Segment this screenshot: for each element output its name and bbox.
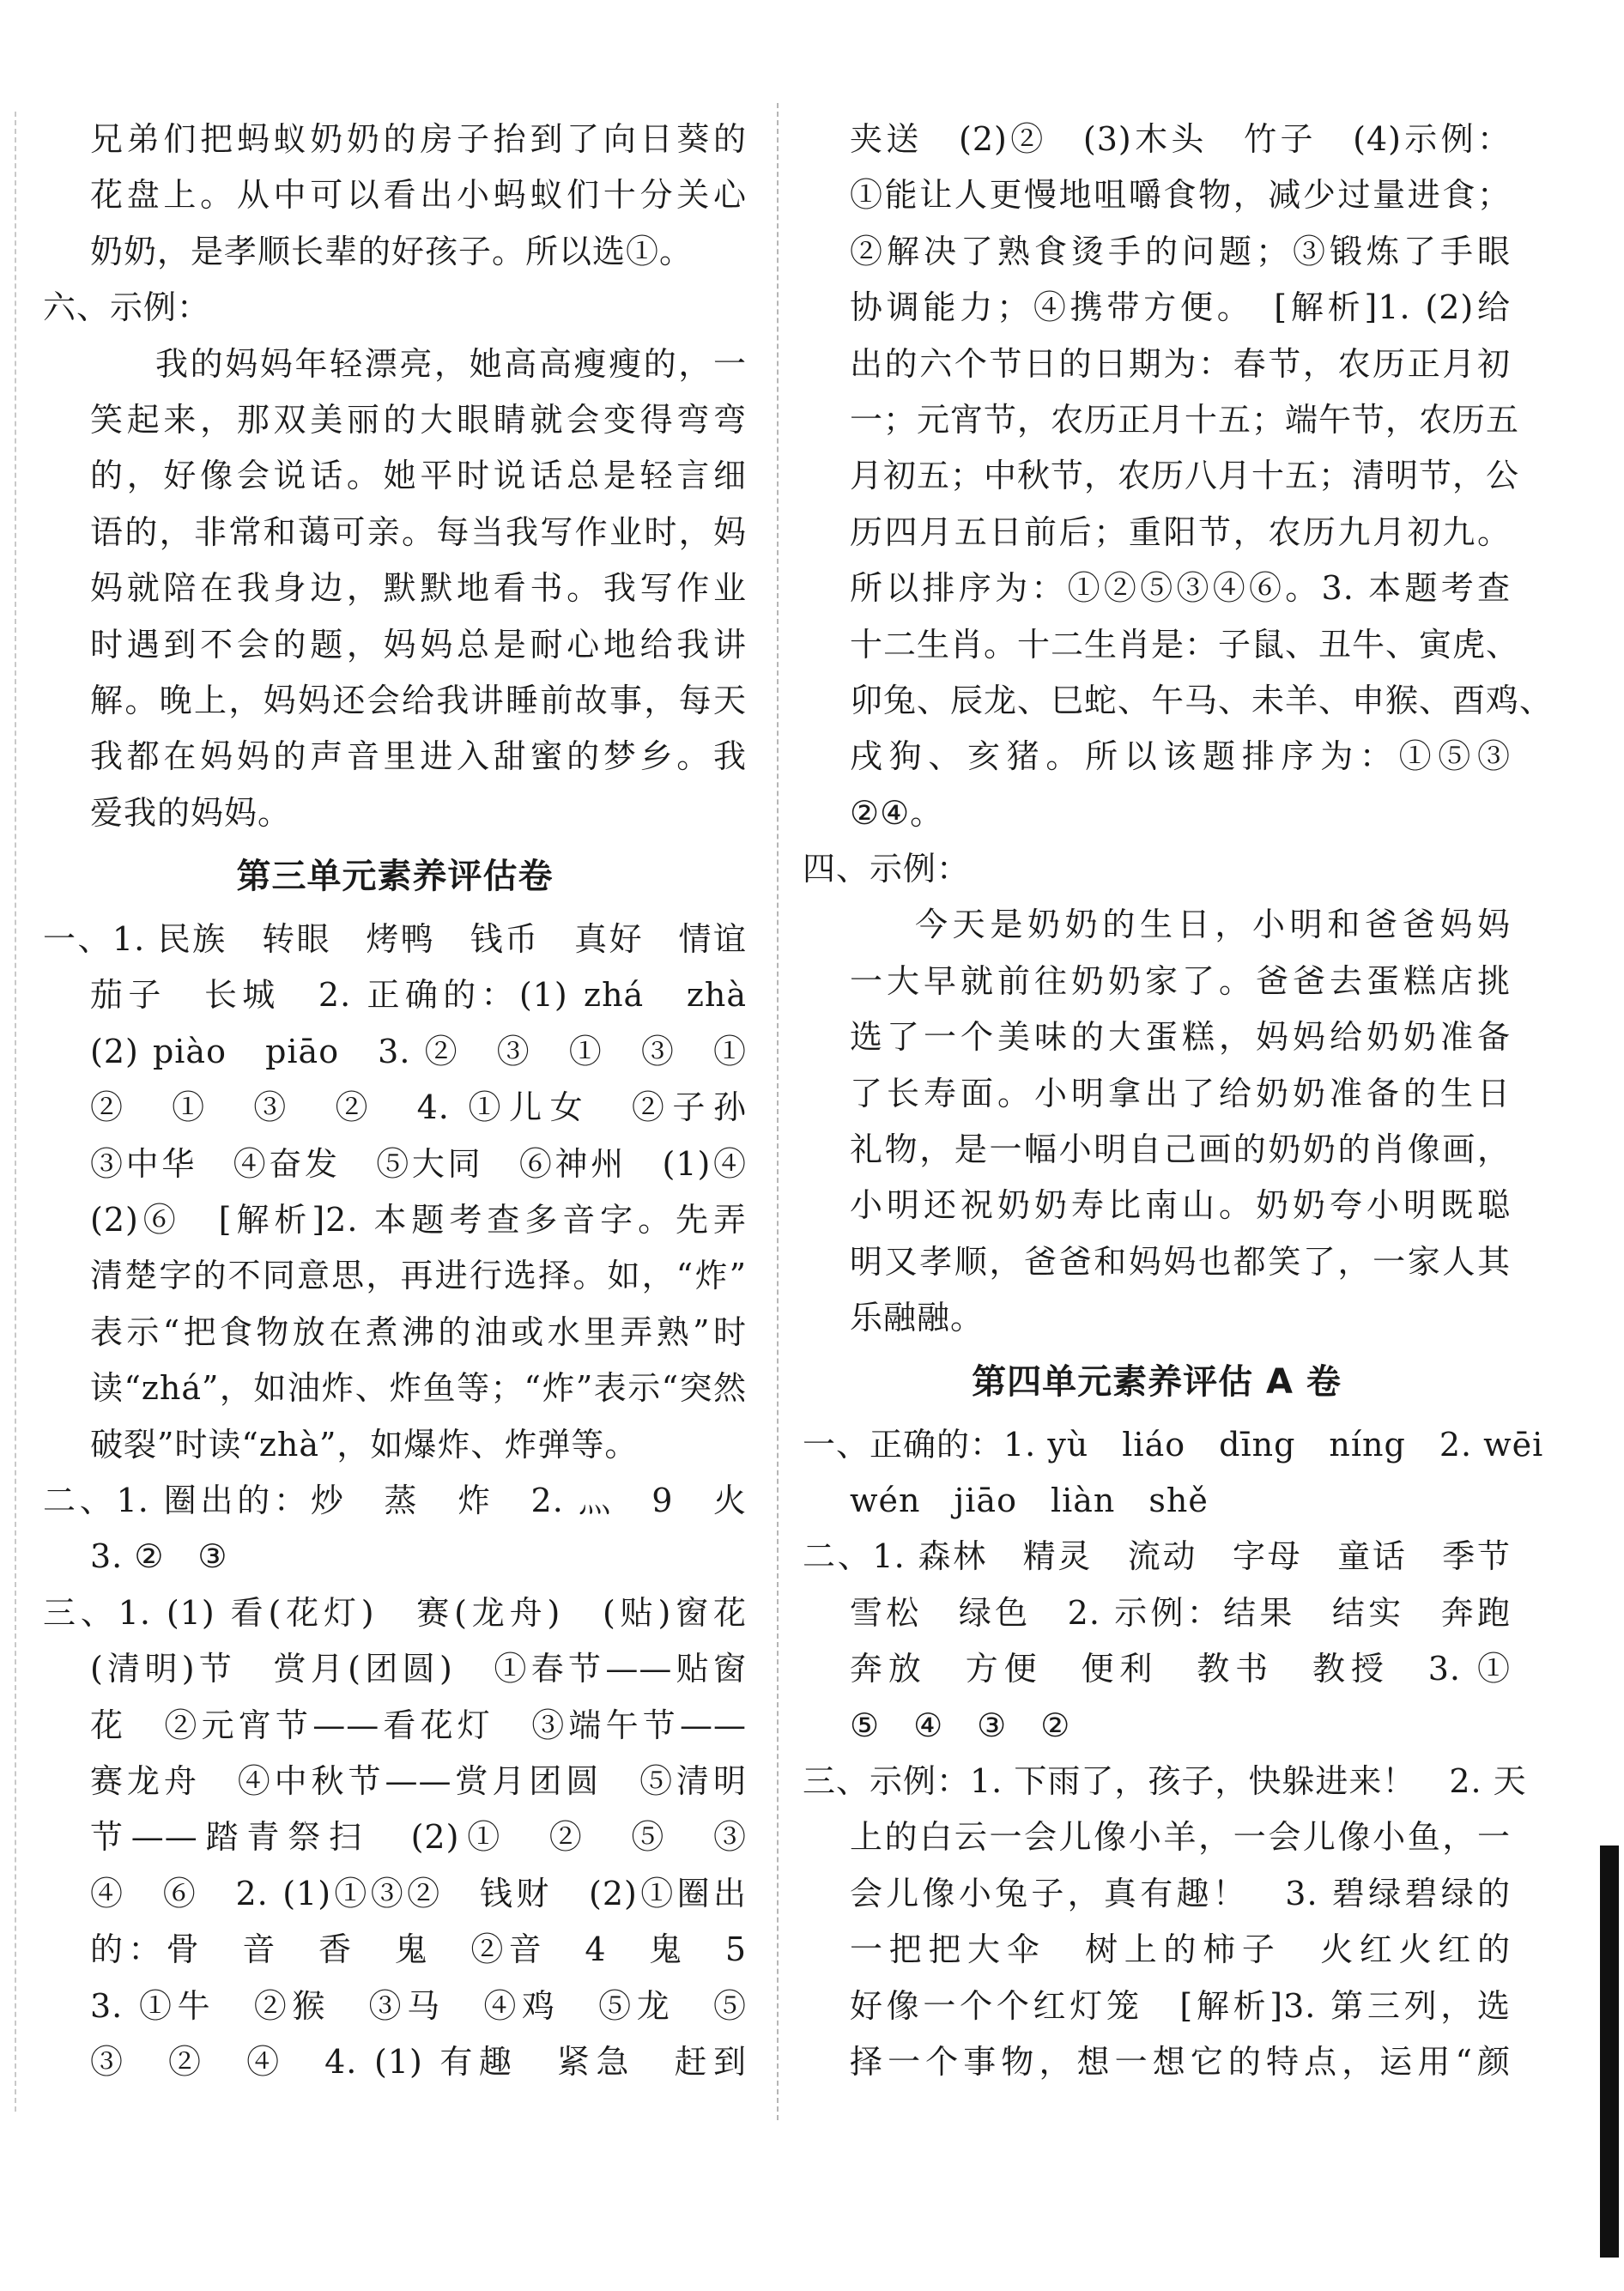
- text-line: ①能让人更慢地咀嚼食物，减少过量进食；: [850, 176, 1511, 215]
- text-line: 一；元宵节，农历正月十五；端午节，农历五: [850, 400, 1520, 439]
- text-line: 卯兔、辰龙、巳蛇、午马、未羊、申猴、酉鸡、: [850, 681, 1554, 719]
- text-line: 一把把大伞 树上的柿子 火红火红的: [850, 1930, 1511, 1969]
- text-line: 三、示例：1. 下雨了，孩子，快躲进来！ 2. 天: [803, 1761, 1527, 1800]
- text-line: 语的，非常和蔼可亲。每当我写作业时，妈: [90, 512, 747, 551]
- text-line: 月初五；中秋节，农历八月十五；清明节，公: [850, 457, 1520, 495]
- text-line: 我的妈妈年轻漂亮，她高高瘦瘦的，一: [155, 344, 747, 383]
- text-line: 笑起来，那双美丽的大眼睛就会变得弯弯: [90, 400, 747, 439]
- text-line: 协调能力；④携带方便。 [解析]1. (2)给: [850, 288, 1511, 327]
- text-line: ②解决了熟食烫手的问题；③锻炼了手眼: [850, 232, 1511, 270]
- text-line: 妈就陪在我身边，默默地看书。我写作业: [90, 569, 747, 608]
- text-line: 奔放 方便 便利 教书 教授 3. ①: [850, 1650, 1511, 1688]
- left-column: [43, 112, 747, 2090]
- text-line: 清楚字的不同意思，再进行选择。如，“炸”: [90, 1257, 747, 1295]
- scan-edge-shadow: [1600, 1846, 1619, 2258]
- text-line: (2) piào piāo 3. ② ③ ① ③ ①: [90, 1032, 747, 1070]
- text-line: 节——踏青祭扫 (2)① ② ⑤ ③: [90, 1818, 747, 1857]
- text-line: 二、1. 森林 精灵 流动 字母 童话 季节: [803, 1537, 1511, 1576]
- text-line: 择一个事物，想一想它的特点，运用“颜: [850, 2042, 1511, 2081]
- text-line: 兄弟们把蚂蚁奶奶的房子抬到了向日葵的: [90, 120, 747, 158]
- text-line: 赛龙舟 ④中秋节——赏月团圆 ⑤清明: [90, 1761, 747, 1800]
- text-line: wén jiāo liàn shě: [850, 1481, 1209, 1519]
- text-line: ③ ② ④ 4. (1) 有趣 紧急 赶到: [90, 2042, 747, 2081]
- text-line: 戌狗、亥猪。所以该题排序为：①⑤③: [850, 737, 1511, 776]
- text-line: 爱我的妈妈。: [90, 793, 292, 832]
- section-heading: 第三单元素养评估卷: [236, 857, 554, 897]
- text-line: 雪松 绿色 2. 示例：结果 结实 奔跑: [850, 1593, 1511, 1632]
- text-line: 二、1. 圈出的：炒 蒸 炸 2. 灬 9 火: [43, 1481, 747, 1519]
- text-line: 解。晚上，妈妈还会给我讲睡前故事，每天: [90, 681, 747, 719]
- text-line: 乐融融。: [850, 1299, 985, 1337]
- text-line: 小明还祝奶奶寿比南山。奶奶夸小明既聪: [850, 1186, 1511, 1225]
- binding-margin-line: [15, 112, 16, 2112]
- section-label: 六、示例：: [43, 288, 211, 327]
- right-column: [803, 112, 1554, 2090]
- column-divider: [777, 103, 779, 2120]
- text-line: 3. ② ③: [90, 1537, 228, 1576]
- text-line: ④ ⑥ 2. (1)①③② 钱财 (2)①圈出: [90, 1874, 747, 1912]
- text-line: ②④。: [850, 793, 944, 832]
- text-line: 我都在妈妈的声音里进入甜蜜的梦乡。我: [90, 737, 747, 776]
- text-line: 3. ①牛 ②猴 ③马 ④鸡 ⑤龙 ⑤: [90, 1986, 747, 2025]
- text-line: 一、正确的：1. yù liáo dīng níng 2. wēi: [803, 1425, 1544, 1464]
- text-line: 花盘上。从中可以看出小蚂蚁们十分关心: [90, 176, 747, 215]
- text-line: 茄子 长城 2. 正确的：(1) zhá zhà: [90, 976, 747, 1015]
- text-line: 读“zhá”，如油炸、炸鱼等；“炸”表示“突然: [90, 1369, 747, 1408]
- text-line: 奶奶，是孝顺长辈的好孩子。所以选①。: [90, 232, 694, 270]
- text-line: 夹送 (2)② (3)木头 竹子 (4)示例：: [850, 120, 1511, 158]
- text-line: 了长寿面。小明拿出了给奶奶准备的生日: [850, 1074, 1511, 1112]
- text-line: 一、1. 民族 转眼 烤鸭 钱币 真好 情谊: [43, 920, 747, 959]
- text-line: 十二生肖。十二生肖是：子鼠、丑牛、寅虎、: [850, 625, 1520, 664]
- text-line: ② ① ③ ② 4. ①儿女 ②子孙: [90, 1088, 747, 1127]
- text-line: 今天是奶奶的生日，小明和爸爸妈妈: [915, 906, 1511, 944]
- text-line: 历四月五日前后；重阳节，农历九月初九。: [850, 512, 1511, 551]
- text-line: 的，好像会说话。她平时说话总是轻言细: [90, 457, 747, 495]
- text-line: 破裂”时读“zhà”，如爆炸、炸弹等。: [90, 1425, 639, 1464]
- text-line: 三、1. (1) 看(花灯) 赛(龙舟) (贴)窗花: [43, 1593, 747, 1632]
- section-label: 四、示例：: [803, 850, 971, 888]
- text-line: 好像一个个红灯笼 [解析]3. 第三列，选: [850, 1986, 1511, 2025]
- section-heading: 第四单元素养评估 A 卷: [972, 1361, 1342, 1402]
- text-line: 的：骨 音 香 鬼 ②音 4 鬼 5: [90, 1930, 747, 1969]
- text-line: ⑤ ④ ③ ②: [850, 1706, 1071, 1744]
- text-line: 会儿像小兔子，真有趣！ 3. 碧绿碧绿的: [850, 1874, 1511, 1912]
- text-line: 上的白云一会儿像小羊，一会儿像小鱼，一: [850, 1818, 1511, 1857]
- text-line: 一大早就前往奶奶家了。爸爸去蛋糕店挑: [850, 961, 1511, 1000]
- text-line: (清明)节 赏月(团圆) ①春节——贴窗: [90, 1650, 747, 1688]
- text-line: 选了一个美味的大蛋糕，妈妈给奶奶准备: [850, 1018, 1511, 1057]
- text-line: 花 ②元宵节——看花灯 ③端午节——: [90, 1706, 747, 1744]
- text-line: 礼物，是一幅小明自己画的奶奶的肖像画，: [850, 1130, 1511, 1169]
- text-line: ③中华 ④奋发 ⑤大同 ⑥神州 (1)④: [90, 1144, 747, 1183]
- text-line: 所以排序为：①②⑤③④⑥。3. 本题考查: [850, 569, 1511, 608]
- text-line: (2)⑥ [解析]2. 本题考查多音字。先弄: [90, 1201, 747, 1239]
- text-line: 明又孝顺，爸爸和妈妈也都笑了，一家人其: [850, 1242, 1511, 1281]
- text-line: 表示“把食物放在煮沸的油或水里弄熟”时: [90, 1312, 747, 1351]
- text-line: 时遇到不会的题，妈妈总是耐心地给我讲: [90, 625, 747, 664]
- text-line: 出的六个节日的日期为：春节，农历正月初: [850, 344, 1511, 383]
